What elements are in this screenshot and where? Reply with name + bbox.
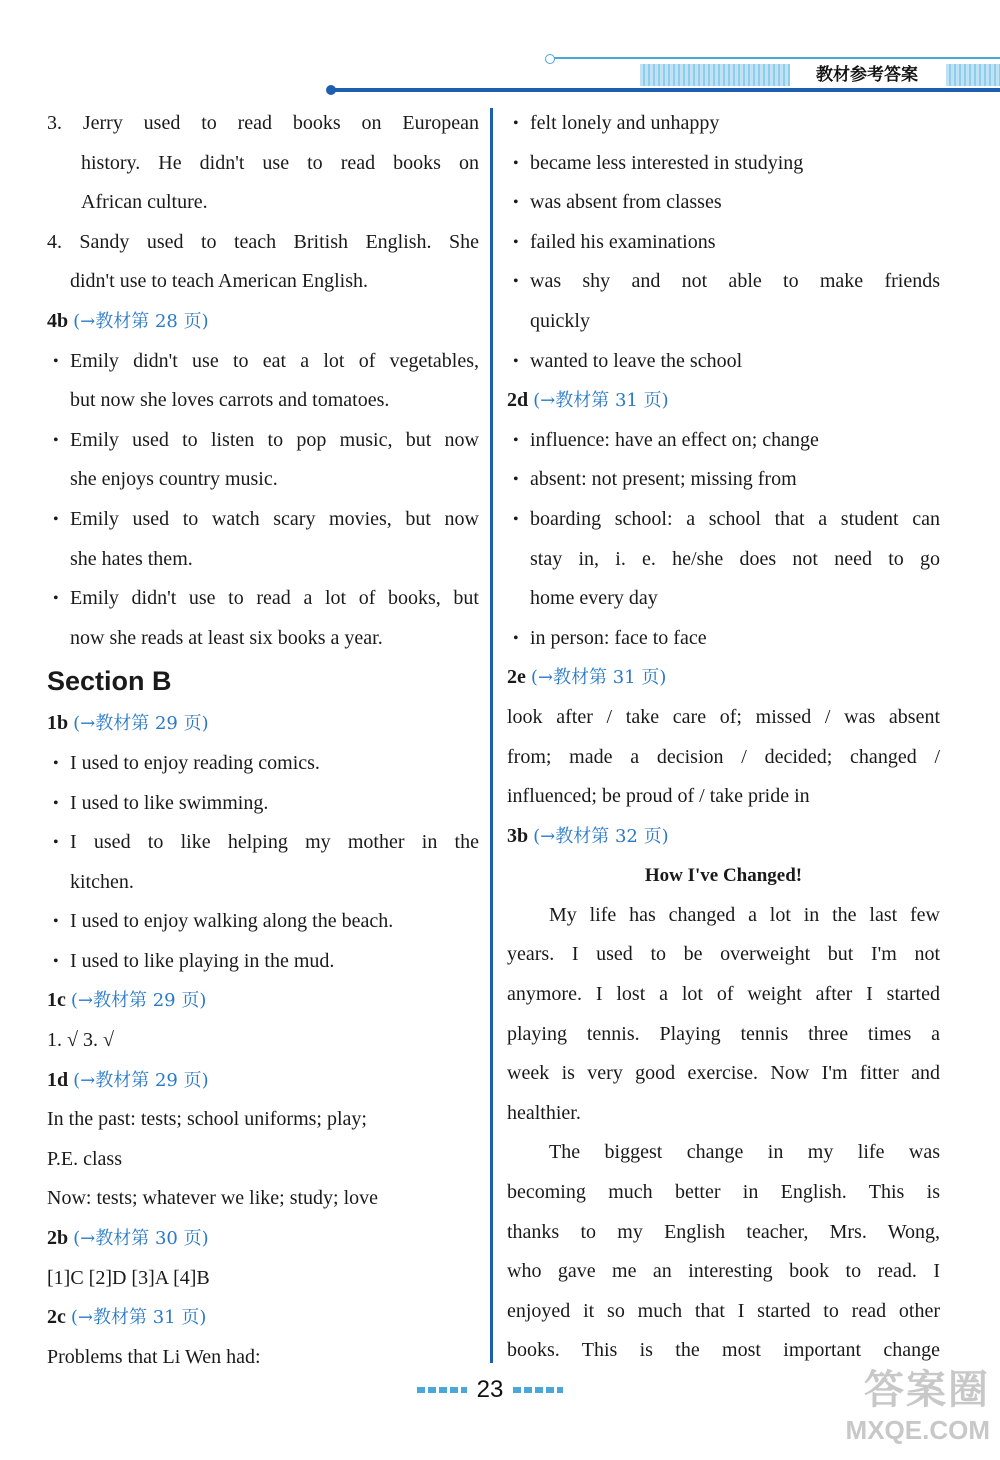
header-ring — [545, 54, 555, 64]
essay-line: who gave me an interesting book to read. I — [507, 1260, 940, 1283]
page-number-text: 23 — [476, 1376, 504, 1403]
essay-line: healthier. — [507, 1101, 581, 1124]
bullet-item: • Emily used to watch scary movies, but now — [47, 500, 479, 540]
essay-line: My life has changed a lot in the last few — [549, 903, 940, 926]
exercise-heading — [47, 1219, 479, 1259]
answer-line: quickly — [530, 309, 590, 332]
bullet-item: • absent: not present; missing from — [507, 460, 940, 500]
exercise-label: 4b — [47, 309, 69, 332]
exercise-heading — [507, 817, 940, 857]
textbook-reference: (→教材第 29 页) — [73, 713, 209, 735]
answer-line: history. He didn't use to read books on — [81, 151, 479, 174]
exercise-label: 1c — [47, 989, 66, 1012]
exercise-label: 3b — [507, 824, 529, 847]
page-number — [400, 1376, 580, 1410]
section-heading: Section B — [47, 666, 172, 697]
answer-line: 1. √ 3. √ — [47, 1029, 114, 1052]
answer-line: 4. Sandy used to teach British English. She — [47, 230, 479, 253]
bullet-item: • boarding school: a school that a student can — [507, 500, 940, 540]
left-column — [47, 104, 479, 1377]
bullet-item: • I used to like helping my mother in the — [47, 823, 479, 863]
bullet-item: • I used to enjoy walking along the beach. — [47, 902, 479, 942]
exercise-label: 2c — [47, 1306, 66, 1329]
exercise-heading — [47, 981, 479, 1021]
exercise-heading — [47, 302, 479, 342]
exercise-heading — [507, 658, 940, 698]
answer-line: kitchen. — [70, 870, 134, 893]
watermark — [790, 1365, 990, 1455]
essay-line: becoming much better in English. This is — [507, 1181, 940, 1204]
bullet-item: • was shy and not able to make friends — [507, 262, 940, 302]
textbook-reference: (→教材第 30 页) — [73, 1228, 209, 1250]
answer-line: look after / take care of; missed / was absent — [507, 705, 940, 728]
answer-line: influenced; be proud of / take pride in — [507, 785, 810, 808]
watermark-site: MXQE.COM — [845, 1415, 990, 1445]
essay-title: How I've Changed! — [644, 865, 803, 887]
answer-line: she enjoys country music. — [70, 468, 278, 491]
column-divider — [490, 108, 493, 1363]
essay-line: playing tennis. Playing tennis three times a — [507, 1022, 940, 1045]
textbook-reference: (→教材第 29 页) — [70, 990, 207, 1012]
bullet-item: • in person: face to face — [507, 619, 940, 659]
header-thin-line — [550, 57, 1000, 59]
exercise-label: 2b — [47, 1227, 69, 1250]
bullet-item: • Emily didn't use to read a lot of books, but — [47, 579, 479, 619]
textbook-reference: (→教材第 31 页) — [530, 667, 667, 689]
answer-line: Now: tests; whatever we like; study; love — [47, 1187, 379, 1210]
answer-line: didn't use to teach American English. — [70, 270, 368, 293]
answer-line: [1]C [2]D [3]A [4]B — [47, 1266, 210, 1289]
header-dot — [326, 85, 336, 95]
header-stripe-band — [640, 64, 790, 86]
essay-line: The biggest change in my life was — [549, 1141, 940, 1164]
answer-line: stay in, i. e. he/she does not need to go — [530, 547, 940, 570]
answer-line: In the past: tests; school uniforms; play; — [47, 1108, 367, 1131]
page-header — [0, 0, 1000, 100]
header-label: 教材参考答案 — [792, 62, 942, 88]
bullet-item: • Emily used to listen to pop music, but now — [47, 421, 479, 461]
bullet-item: • felt lonely and unhappy — [507, 104, 940, 144]
bullet-item: • wanted to leave the school — [507, 342, 940, 382]
right-column — [507, 104, 940, 1371]
bullet-item: • became less interested in studying — [507, 144, 940, 184]
exercise-heading — [507, 381, 940, 421]
page-number-decoration-left — [417, 1387, 467, 1393]
answer-line: home every day — [530, 587, 658, 610]
answer-line: Problems that Li Wen had: — [47, 1345, 261, 1368]
essay-line: thanks to my English teacher, Mrs. Wong, — [507, 1220, 940, 1243]
textbook-reference: (→教材第 31 页) — [70, 1307, 207, 1329]
answer-line: P.E. class — [47, 1147, 122, 1170]
essay-line: enjoyed it so much that I started to read other — [507, 1299, 940, 1322]
watermark-logo: 答案圈 — [864, 1368, 990, 1412]
exercise-label: 2d — [507, 389, 529, 412]
answer-line: African culture. — [81, 191, 208, 214]
textbook-reference: (→教材第 32 页) — [533, 825, 669, 847]
essay-line: years. I used to be overweight but I'm not — [507, 943, 940, 966]
bullet-item: • I used to like playing in the mud. — [47, 942, 479, 982]
answer-line: 3. Jerry used to read books on European — [47, 112, 479, 134]
exercise-label: 2e — [507, 666, 526, 689]
header-stripe-band-right — [946, 64, 1000, 86]
bullet-item: • was absent from classes — [507, 183, 940, 223]
exercise-heading — [47, 704, 479, 744]
bullet-item: • I used to like swimming. — [47, 784, 479, 824]
answer-line: she hates them. — [70, 547, 193, 570]
exercise-heading — [47, 1298, 479, 1338]
answer-line: but now she loves carrots and tomatoes. — [70, 389, 390, 412]
exercise-label: 1b — [47, 712, 69, 735]
essay-line: week is very good exercise. Now I'm fitter and — [507, 1062, 940, 1085]
essay-line: anymore. I lost a lot of weight after I started — [507, 983, 940, 1006]
header-rule — [330, 88, 1000, 92]
bullet-item: • influence: have an effect on; change — [507, 421, 940, 461]
exercise-heading — [47, 1061, 479, 1101]
textbook-reference: (→教材第 28 页) — [73, 310, 209, 332]
textbook-reference: (→教材第 29 页) — [73, 1069, 209, 1091]
bullet-item: • Emily didn't use to eat a lot of vegetables, — [47, 342, 479, 382]
answer-line: now she reads at least six books a year. — [70, 626, 383, 649]
essay-line: books. This is the most important change — [507, 1339, 940, 1362]
exercise-label: 1d — [47, 1068, 69, 1091]
bullet-item: • I used to enjoy reading comics. — [47, 744, 479, 784]
answer-line: from; made a decision / decided; changed / — [507, 745, 940, 768]
bullet-item: • failed his examinations — [507, 223, 940, 263]
page-number-decoration-right — [513, 1387, 563, 1393]
textbook-reference: (→教材第 31 页) — [533, 390, 669, 412]
